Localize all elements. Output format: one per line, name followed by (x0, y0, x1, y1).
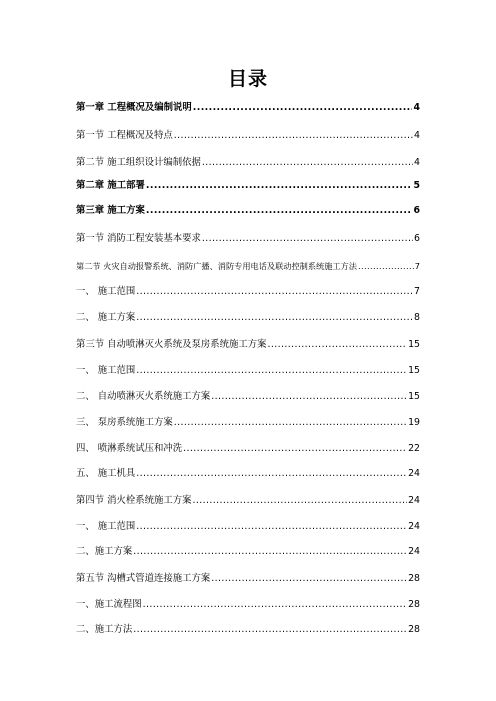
toc-entry[interactable] (76, 364, 420, 378)
toc-entry-page: 15 (408, 365, 420, 376)
toc-entry[interactable] (76, 156, 420, 170)
toc-leader-dots (136, 467, 407, 481)
toc-entry-label: 第四节 消火栓系统施工方案 (76, 495, 192, 506)
toc-entry-label: 二、施工方案 (76, 546, 133, 557)
toc-entry-page: 24 (408, 468, 420, 479)
toc-entry[interactable] (76, 416, 420, 430)
toc-entry[interactable] (76, 338, 420, 352)
toc-entry[interactable] (76, 285, 420, 299)
toc-entry[interactable] (76, 467, 420, 481)
toc-leader-dots (183, 442, 407, 456)
toc-entry-label: 第一节 消防工程安装基本要求 (76, 233, 201, 244)
toc-entry-label: 第二章 施工部署 (76, 180, 145, 191)
toc-entry-label: 第二节 火灾自动报警系统、消防广播、消防专用电话及联动控制系统施工方法 (76, 261, 357, 271)
toc-entry-page: 5 (413, 180, 420, 191)
toc-entry-label: 第一节 工程概况及特点 (76, 130, 173, 141)
toc-entry-page: 8 (414, 312, 420, 323)
toc-entry[interactable] (76, 442, 420, 456)
toc-leader-dots (146, 204, 413, 218)
toc-leader-dots (358, 259, 414, 273)
toc-leader-dots (146, 179, 413, 193)
toc-entry-page: 24 (408, 521, 420, 532)
toc-leader-dots (192, 494, 407, 508)
toc-entry[interactable] (76, 179, 420, 193)
toc-entry-page: 4 (413, 102, 420, 113)
toc-entry-page: 15 (408, 391, 420, 402)
toc-leader-dots (174, 416, 407, 430)
toc-leader-dots (202, 232, 413, 246)
toc-entry-page: 6 (414, 233, 420, 244)
toc-leader-dots (202, 156, 413, 170)
toc-leader-dots (133, 623, 407, 637)
toc-leader-dots (136, 311, 413, 325)
toc-entry[interactable] (76, 129, 420, 143)
toc-leader-dots (136, 520, 407, 534)
toc-entry[interactable] (76, 520, 420, 534)
toc-leader-dots (211, 390, 407, 404)
toc-entry-label: 一、 施工范围 (76, 521, 136, 532)
toc-entry[interactable] (76, 598, 420, 612)
toc-entry-label: 二、 施工方案 (76, 312, 136, 323)
toc-entry-page: 19 (408, 417, 420, 428)
toc-leader-dots (136, 285, 413, 299)
toc-entry[interactable] (76, 259, 420, 273)
toc-leader-dots (193, 101, 413, 115)
toc-leader-dots (133, 545, 407, 559)
toc-entry[interactable] (76, 204, 420, 218)
toc-entry-label: 一、 施工范围 (76, 365, 136, 376)
toc-entry-page: 22 (408, 443, 420, 454)
toc-entry-label: 五、 施工机具 (76, 468, 136, 479)
toc-leader-dots (174, 129, 413, 143)
toc-entry-page: 7 (414, 261, 420, 271)
toc-entry-label: 二、 自动喷淋灭火系统施工方案 (76, 391, 211, 402)
toc-entry-page: 4 (414, 130, 420, 141)
toc-entry-label: 第一章 工程概况及编制说明 (76, 102, 192, 113)
toc-entry[interactable] (76, 390, 420, 404)
toc-entry[interactable] (76, 545, 420, 559)
toc-entry-page: 28 (408, 624, 420, 635)
toc-entry[interactable] (76, 311, 420, 325)
toc-entry-label: 四、 喷淋系统试压和冲洗 (76, 443, 183, 454)
toc-entry-label: 第三章 施工方案 (76, 205, 145, 216)
toc-entry-label: 二、施工方法 (76, 624, 133, 635)
toc-entry-page: 15 (408, 339, 420, 350)
toc-entry-page: 28 (408, 599, 420, 610)
toc-entry-page: 24 (408, 546, 420, 557)
toc-leader-dots (211, 572, 407, 586)
toc-entry-page: 4 (414, 157, 420, 168)
toc-entry[interactable] (76, 494, 420, 508)
toc-entry-label: 第二节 施工组织设计编制依据 (76, 157, 201, 168)
toc-entry-label: 第三节 自动喷淋灭火系统及泵房系统施工方案 (76, 339, 267, 350)
toc-entry[interactable] (76, 232, 420, 246)
toc-entry-page: 24 (408, 495, 420, 506)
toc-entry[interactable] (76, 101, 420, 115)
toc-leader-dots (267, 338, 407, 352)
toc-entry[interactable] (76, 623, 420, 637)
toc-entry-label: 一、施工流程图 (76, 599, 142, 610)
toc-leader-dots (143, 598, 407, 612)
toc-entry-page: 7 (414, 286, 420, 297)
toc-entry-page: 28 (408, 573, 420, 584)
page-title: 目录 (227, 68, 268, 90)
toc-entry-label: 一、 施工范围 (76, 286, 136, 297)
toc-leader-dots (136, 364, 407, 378)
toc-entry-label: 第五节 沟槽式管道连接施工方案 (76, 573, 211, 584)
toc-entry-label: 三、 泵房系统施工方案 (76, 417, 173, 428)
toc-entry-page: 6 (413, 205, 420, 216)
toc-entry[interactable] (76, 572, 420, 586)
